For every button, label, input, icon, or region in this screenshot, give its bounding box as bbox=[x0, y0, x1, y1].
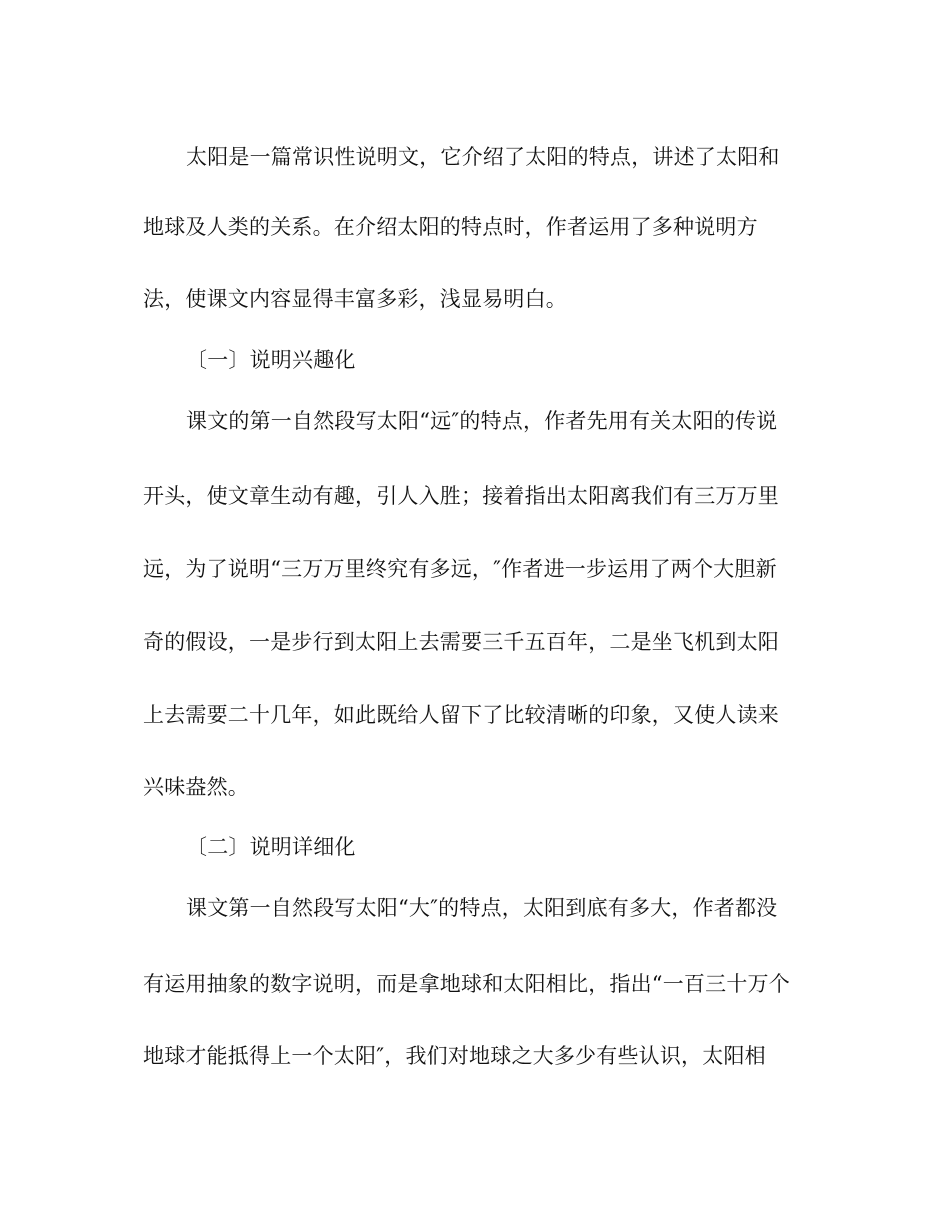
paragraph-intro-line-2: 地球及人类的关系。在介绍太阳的特点时，作者运用了多种说明方 bbox=[143, 215, 758, 239]
paragraph-2-line-1: 课文第一自然段写太阳“大″的特点，太阳到底有多大，作者都没 bbox=[186, 896, 778, 920]
paragraph-1-line-1: 课文的第一自然段写太阳“远″的特点，作者先用有关太阳的传说 bbox=[186, 409, 778, 433]
paragraph-1-line-4: 奇的假设，一是步行到太阳上去需要三千五百年，二是坐飞机到太阳 bbox=[143, 630, 779, 654]
paragraph-1-line-3: 远，为了说明“三万万里终究有多远，″作者进一步运用了两个大胆新 bbox=[143, 557, 777, 581]
paragraph-1-line-5: 上去需要二十几年，如此既给人留下了比较清晰的印象，又使人读来 bbox=[143, 703, 779, 727]
paragraph-1-line-6: 兴味盎然。 bbox=[143, 775, 249, 799]
section-heading-2: 〔二〕说明详细化 bbox=[186, 835, 356, 859]
paragraph-2-line-3: 地球才能抵得上一个太阳″，我们对地球之大多少有些认识，太阳相 bbox=[143, 1044, 766, 1068]
paragraph-2-line-2: 有运用抽象的数字说明，而是拿地球和太阳相比，指出“一百三十万个 bbox=[143, 972, 790, 996]
paragraph-1-line-2: 开头，使文章生动有趣，引人入胜；接着指出太阳离我们有三万万里 bbox=[143, 484, 779, 508]
paragraph-intro-line-1: 太阳是一篇常识性说明文，它介绍了太阳的特点，讲述了太阳和 bbox=[186, 145, 780, 169]
paragraph-intro-line-3: 法，使课文内容显得丰富多彩，浅显易明白。 bbox=[143, 287, 567, 311]
section-heading-1: 〔一〕说明兴趣化 bbox=[186, 348, 356, 372]
